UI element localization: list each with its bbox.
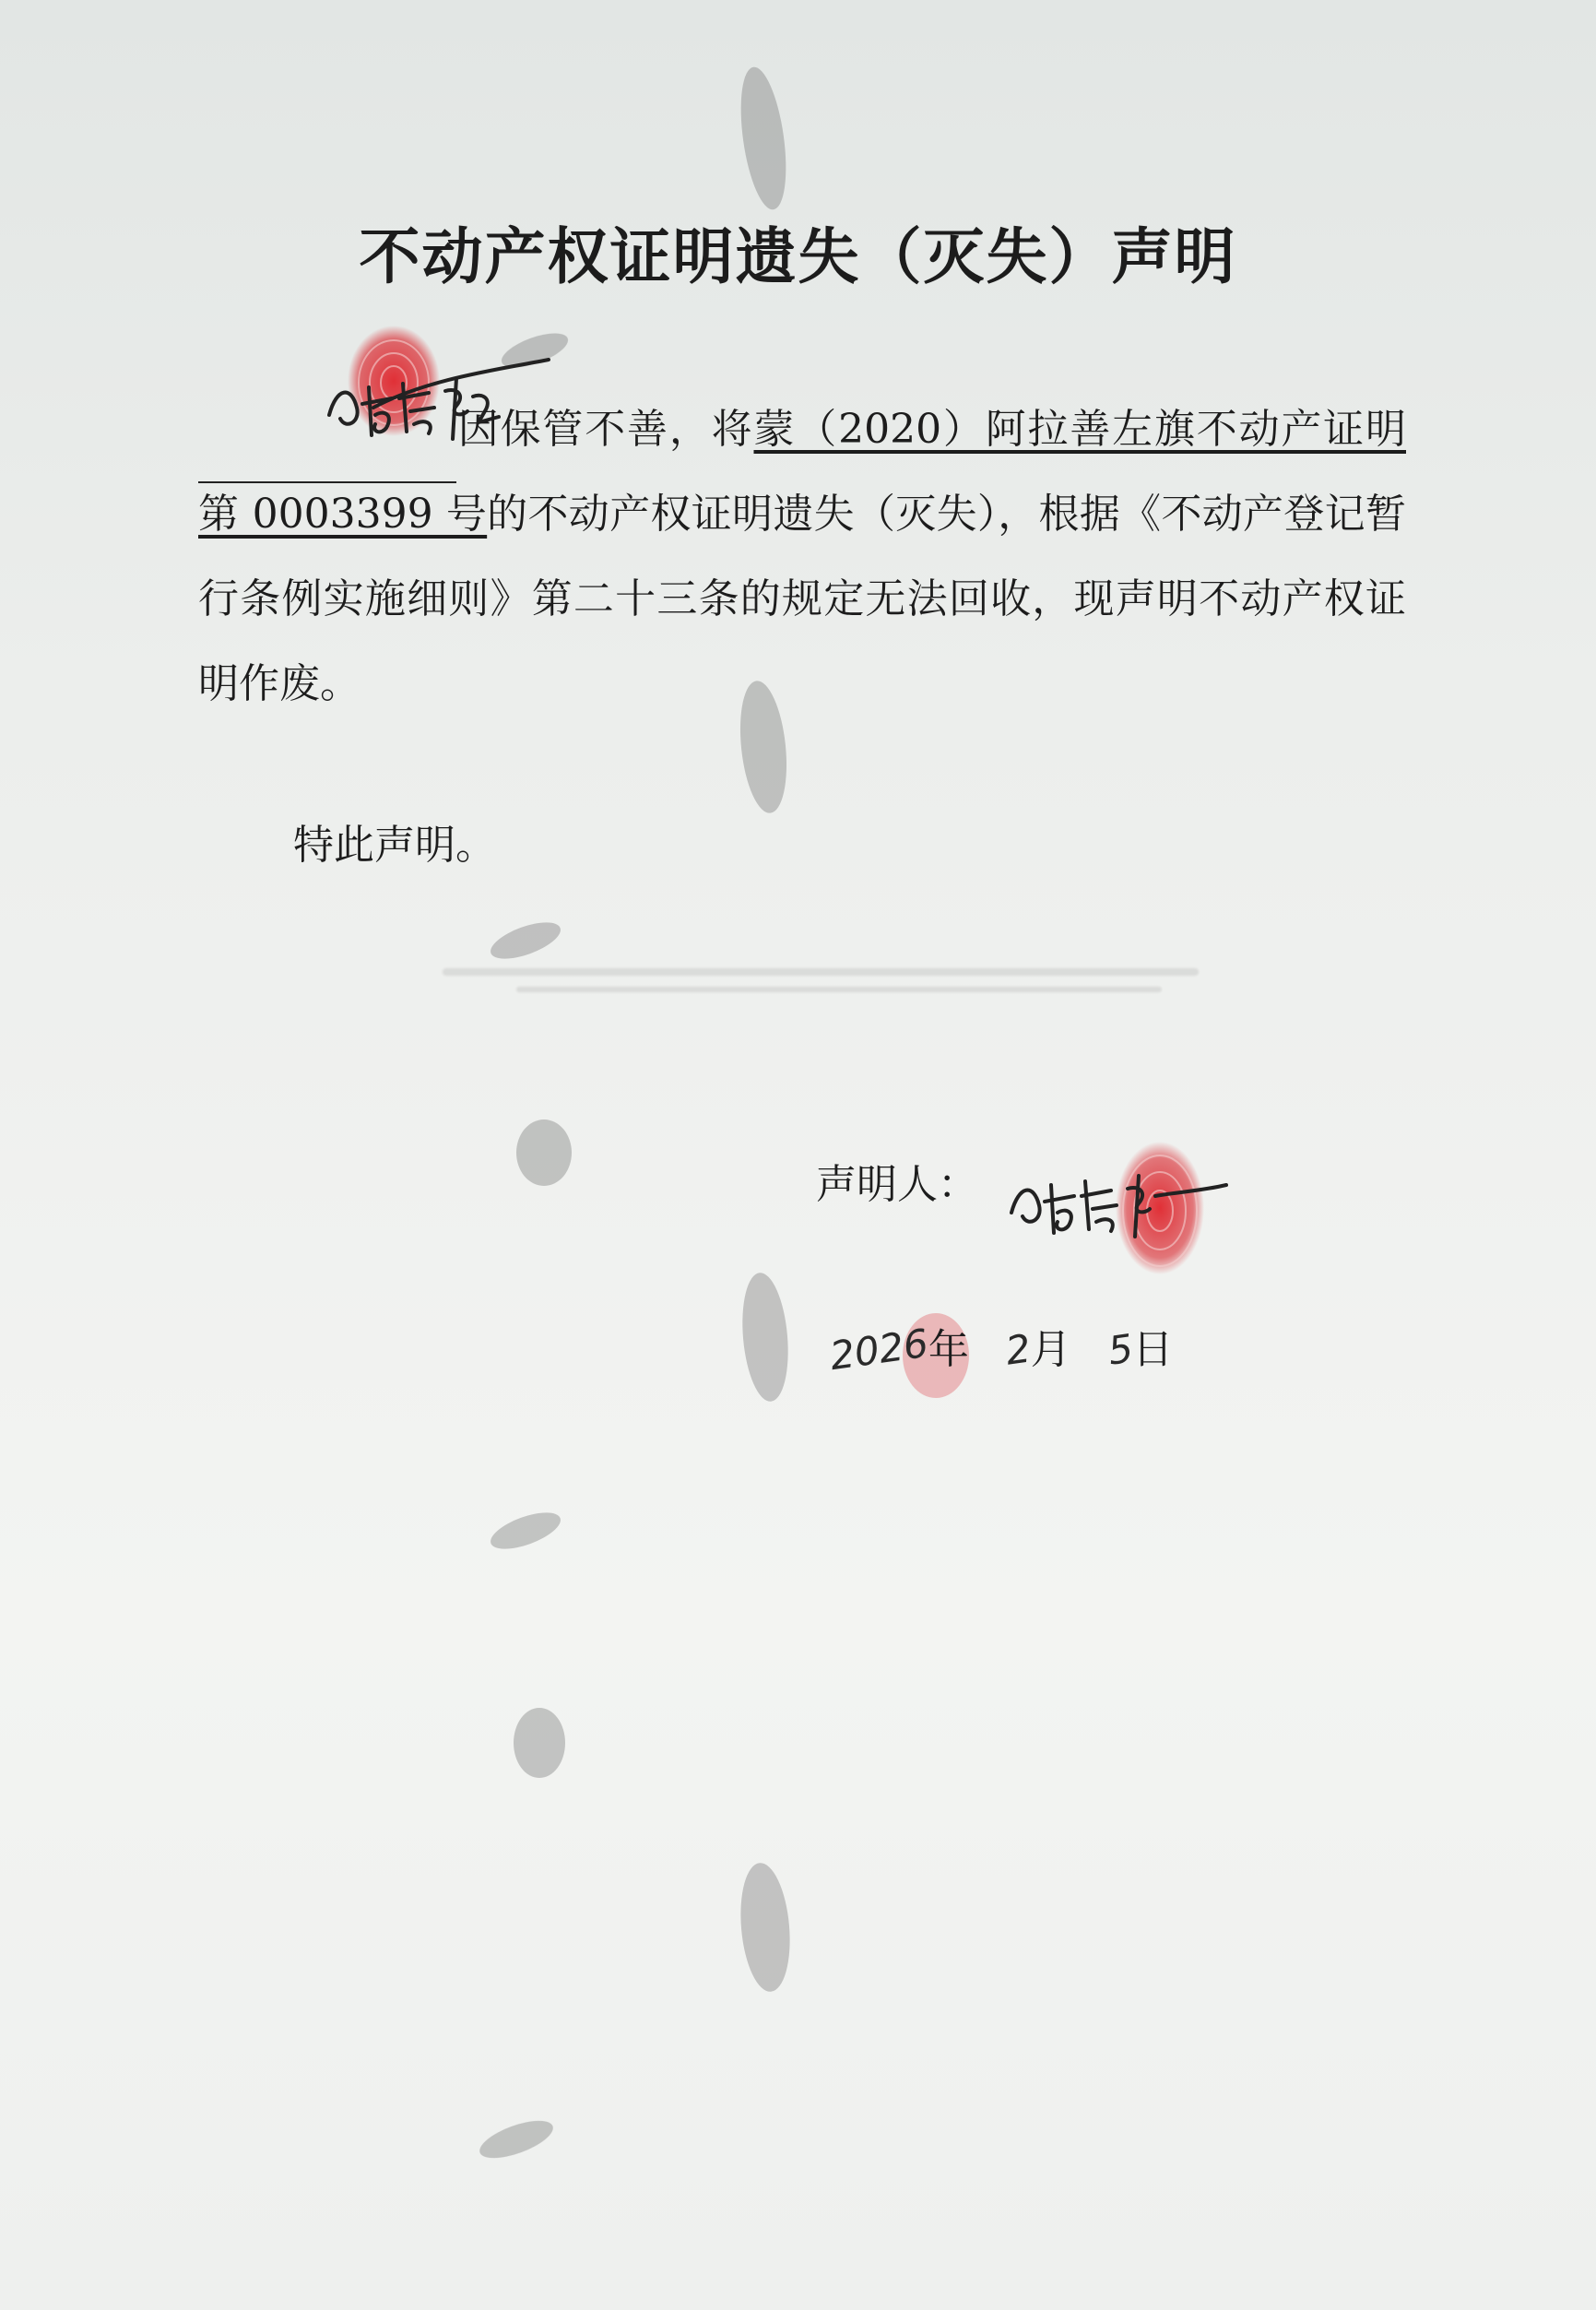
month-label: 月: [1030, 1326, 1071, 1373]
bleed-through-text: [387, 950, 1217, 1014]
day-label: 日: [1132, 1326, 1174, 1373]
date-line: [827, 1316, 1174, 1380]
date-month: 2: [1002, 1325, 1034, 1374]
declaration-paragraph: [198, 387, 1406, 727]
page-title: 不动产权证明遗失（灭失）声明: [359, 221, 1237, 292]
date-day: 5: [1105, 1325, 1136, 1374]
year-label: 年: [928, 1326, 969, 1373]
signature-declarant: [1000, 1148, 1240, 1250]
certificate-number: 蒙（2020）阿拉善左旗不动产证明第 0003399 号: [198, 406, 1406, 538]
name-blank: [198, 387, 456, 472]
declarant-label: 声明人：: [816, 1161, 978, 1208]
declaration-rest: 的不动产权证明遗失（灭失），根据《不动产登记暂行条例实施细则》第二十三条的规定无法回收，现声明不动产权证明作废。: [198, 491, 1406, 707]
closing-statement: 特此声明。: [293, 822, 496, 869]
date-year: 2026: [827, 1320, 931, 1380]
reason-text: 因保管不善，将: [456, 406, 754, 453]
